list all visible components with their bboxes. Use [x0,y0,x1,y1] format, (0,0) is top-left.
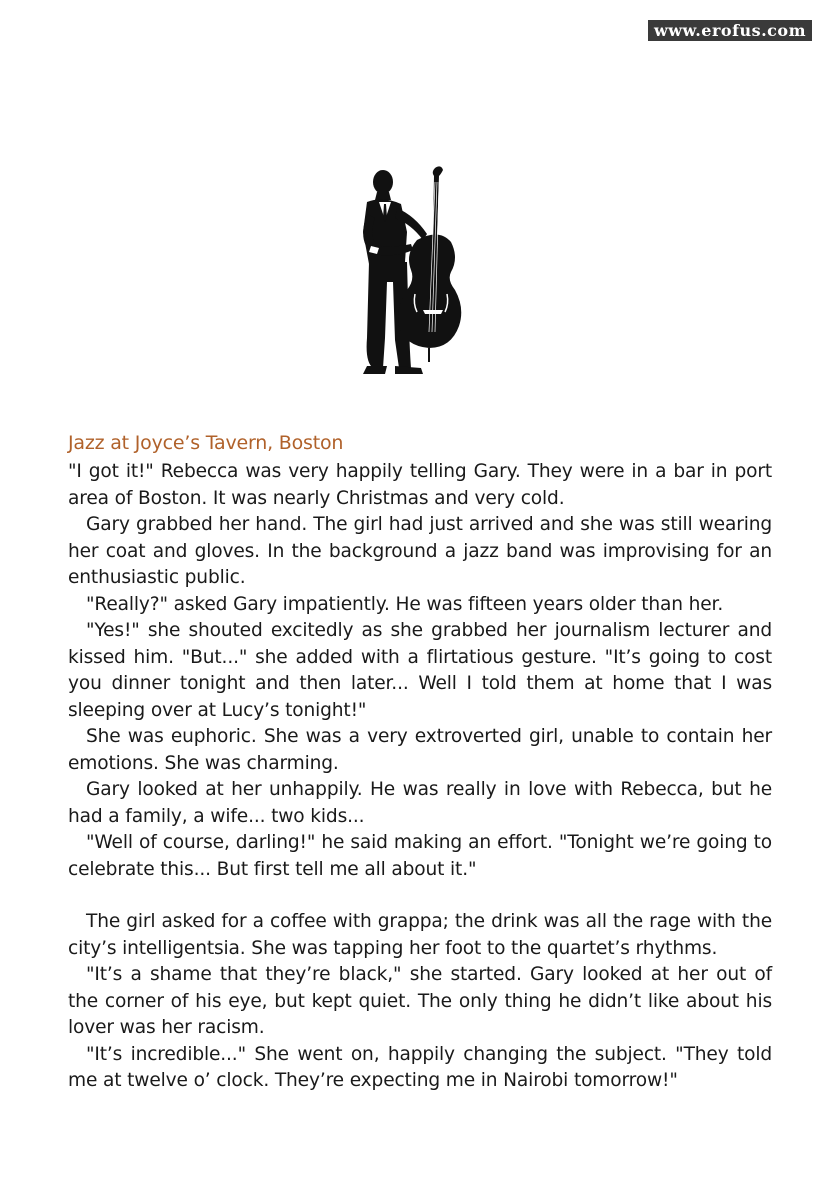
watermark: www.erofus.com [648,20,812,41]
paragraph: "It’s incredible..." She went on, happily changing the subject. "They told me at twelve o’ clock. They’re expecting me in Nairobi tomorrow!" [68,1043,772,1091]
paragraph: "Really?" asked Gary impatiently. He was fifteen years older than her. [86,593,724,615]
paragraph: "Well of course, darling!" he said making an effort. "Tonight we’re going to celebrate this... But first tell me all about it." [68,832,772,880]
paragraph: The girl asked for a coffee with grappa; the drink was all the rage with the city’s intelligentsia. She was tapping her foot to the quartet’s rhythms. [68,911,772,959]
paragraph: Gary grabbed her hand. The girl had just arrived and she was still wearing her coat and gloves. In the background a jazz band was improvising for an enthusiastic public. [68,514,772,588]
paragraph: "Yes!" she shouted excitedly as she grabbed her journalism lecturer and kissed him. "But..." she added with a flirtatious gesture. "It’s going to cost you dinner tonight and then later... Well I told them at home that I was sleeping over at Lucy’s tonight!" [68,620,772,721]
paragraph: Gary looked at her unhappily. He was really in love with Rebecca, but he had a family, a wife... two kids... [68,779,772,827]
story-text [68,459,772,1095]
paragraph: "I got it!" Rebecca was very happily telling Gary. They were in a bar in port area of Boston. It was nearly Christmas and very cold. [68,461,772,509]
double-bass-player-icon [355,162,467,377]
paragraph: She was euphoric. She was a very extroverted girl, unable to contain her emotions. She was charming. [68,726,772,774]
paragraph: "It’s a shame that they’re black," she started. Gary looked at her out of the corner of his eye, but kept quiet. The only thing he didn’t like about his lover was her racism. [68,964,772,1038]
chapter-heading: Jazz at Joyce’s Tavern, Boston [68,432,344,454]
